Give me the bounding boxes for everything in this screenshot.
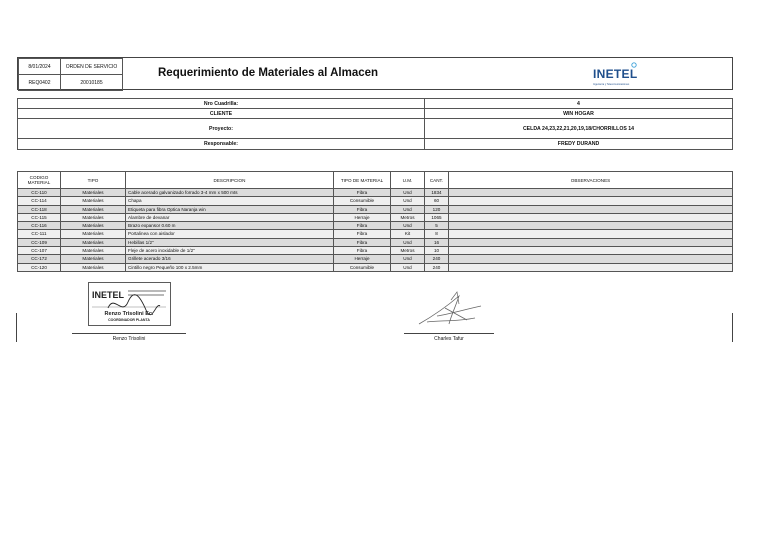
- table-row: [18, 238, 733, 246]
- table-row: [18, 263, 733, 271]
- table-row: [18, 230, 733, 238]
- cell-observations: [449, 263, 733, 271]
- date-cell: 8/01/2024: [19, 59, 61, 75]
- cell-unit: Und: [391, 255, 425, 263]
- cell-material-type: Herraje: [334, 255, 391, 263]
- materials-body: [18, 189, 733, 272]
- cell-type: Materiales: [61, 238, 126, 246]
- materials-table: [17, 171, 733, 272]
- cell-unit: Und: [391, 238, 425, 246]
- cell-observations: [449, 197, 733, 205]
- cell-code: CC-120: [18, 263, 61, 271]
- table-row: [18, 197, 733, 205]
- header-meta-table: [18, 58, 123, 91]
- cell-observations: [449, 247, 733, 255]
- stamp-seal-icon: [88, 282, 171, 326]
- right-border-line: [732, 313, 733, 342]
- project-value: CELDA 24,23,22,21,20,19,18/CHORRILLOS 14: [425, 119, 733, 139]
- cell-quantity: 120: [425, 205, 449, 213]
- col-header-type: TIPO: [61, 172, 126, 189]
- cell-material-type: Herraje: [334, 213, 391, 221]
- cell-unit: Und: [391, 263, 425, 271]
- cell-unit: Metros: [391, 247, 425, 255]
- cell-type: Materiales: [61, 230, 126, 238]
- cell-type: Materiales: [61, 213, 126, 221]
- table-row: [18, 189, 733, 197]
- cell-code: CC-107: [18, 247, 61, 255]
- cell-description: Grillete acerado 3/16: [126, 255, 334, 263]
- inetel-logo: [593, 65, 637, 86]
- left-signature-line: [72, 333, 186, 334]
- right-signature-icon: [415, 286, 490, 332]
- right-signature-line: [404, 333, 494, 334]
- cell-code: CC-118: [18, 205, 61, 213]
- client-value: WIN HOGAR: [425, 109, 733, 119]
- cell-quantity: 1065: [425, 213, 449, 221]
- cell-type: Materiales: [61, 197, 126, 205]
- table-row: [18, 222, 733, 230]
- crew-label: Nro Cuadrilla:: [18, 99, 425, 109]
- cell-observations: [449, 189, 733, 197]
- order-label-cell: ORDEN DE SERVICIO: [61, 59, 123, 75]
- cell-description: Chapa: [126, 197, 334, 205]
- cell-description: Fleje de acero inoxidable de 1/2": [126, 247, 334, 255]
- cell-observations: [449, 255, 733, 263]
- svg-text:Renzo Trisolini Ec.: Renzo Trisolini Ec.: [104, 311, 154, 317]
- logo-mark-icon: [631, 62, 637, 68]
- document-header: [17, 57, 733, 90]
- cell-type: Materiales: [61, 247, 126, 255]
- cell-description: Brazo expansor 0.60 m: [126, 222, 334, 230]
- cell-type: Materiales: [61, 189, 126, 197]
- table-row: [18, 255, 733, 263]
- logo-text: INETEL: [593, 67, 638, 81]
- table-row: [18, 247, 733, 255]
- left-border-line: [16, 313, 17, 342]
- cell-observations: [449, 222, 733, 230]
- cell-description: Hebillas 1/2": [126, 238, 334, 246]
- cell-code: CC-115: [18, 213, 61, 221]
- left-signer-name: Renzo Trisolini: [112, 336, 146, 342]
- client-label: CLIENTE: [18, 109, 425, 119]
- cell-unit: Metros: [391, 213, 425, 221]
- cell-type: Materiales: [61, 255, 126, 263]
- right-signer-name: Charles Tafur: [434, 336, 464, 342]
- cell-quantity: 5: [425, 222, 449, 230]
- cell-quantity: 1834: [425, 189, 449, 197]
- cell-description: Cable acerado galvanizado forrado 3-4 mm x 500 mts: [126, 189, 334, 197]
- table-row: [18, 213, 733, 221]
- cell-material-type: Consumible: [334, 263, 391, 271]
- cell-description: Cintillo negro Pequeño 100 x 2.5mm: [126, 263, 334, 271]
- cell-description: Alambre de devanar: [126, 213, 334, 221]
- cell-quantity: 240: [425, 263, 449, 271]
- col-header-observations: OBSERVACIONES: [449, 172, 733, 189]
- svg-text:INETEL: INETEL: [92, 290, 125, 300]
- svg-text:COORDINADOR PLANTA: COORDINADOR PLANTA: [108, 318, 150, 322]
- cell-material-type: Consumible: [334, 197, 391, 205]
- cell-type: Materiales: [61, 205, 126, 213]
- cell-description: Portalinea con aislador: [126, 230, 334, 238]
- cell-unit: Und: [391, 222, 425, 230]
- page-title: Requerimiento de Materiales al Almacen: [158, 67, 379, 79]
- col-header-description: DESCRIPCION: [126, 172, 334, 189]
- cell-quantity: 8: [425, 230, 449, 238]
- materials-header-row: [18, 172, 733, 189]
- cell-material-type: Fibra: [334, 205, 391, 213]
- cell-code: CC-110: [18, 189, 61, 197]
- cell-material-type: Fibra: [334, 222, 391, 230]
- cell-material-type: Fibra: [334, 247, 391, 255]
- info-table: [17, 98, 733, 150]
- cell-code: CC-116: [18, 222, 61, 230]
- col-header-material-type: TIPO DE MATERIAL: [334, 172, 391, 189]
- responsible-label: Responsable:: [18, 139, 425, 150]
- cell-quantity: 60: [425, 197, 449, 205]
- cell-type: Materiales: [61, 263, 126, 271]
- cell-quantity: 240: [425, 255, 449, 263]
- cell-quantity: 16: [425, 238, 449, 246]
- cell-unit: Kit: [391, 230, 425, 238]
- cell-material-type: Fibra: [334, 189, 391, 197]
- cell-observations: [449, 205, 733, 213]
- order-number-cell: 20010185: [61, 75, 123, 91]
- cell-observations: [449, 213, 733, 221]
- table-row: [18, 205, 733, 213]
- cell-code: CC-111: [18, 230, 61, 238]
- cell-code: CC-114: [18, 197, 61, 205]
- cell-unit: Und: [391, 205, 425, 213]
- cell-code: CC-109: [18, 238, 61, 246]
- cell-material-type: Fibra: [334, 230, 391, 238]
- cell-observations: [449, 230, 733, 238]
- crew-value: 4: [425, 99, 733, 109]
- cell-unit: Und: [391, 197, 425, 205]
- cell-material-type: Fibra: [334, 238, 391, 246]
- responsible-value: FREDY DURAND: [425, 139, 733, 150]
- cell-observations: [449, 238, 733, 246]
- col-header-code: CODIGO MATERIAL: [18, 172, 61, 189]
- col-header-quantity: CANT.: [425, 172, 449, 189]
- logo-subtext: Ingeniería y Telecomunicaciones: [593, 83, 630, 86]
- cell-description: Etiqueta para fibra Optica Naranja win: [126, 205, 334, 213]
- coordinator-stamp: [88, 282, 171, 326]
- cell-type: Materiales: [61, 222, 126, 230]
- req-code-cell: REQ0402: [19, 75, 61, 91]
- cell-code: CC-172: [18, 255, 61, 263]
- project-label: Proyecto:: [18, 119, 425, 139]
- cell-unit: Und: [391, 189, 425, 197]
- col-header-unit: U.M.: [391, 172, 425, 189]
- cell-quantity: 10: [425, 247, 449, 255]
